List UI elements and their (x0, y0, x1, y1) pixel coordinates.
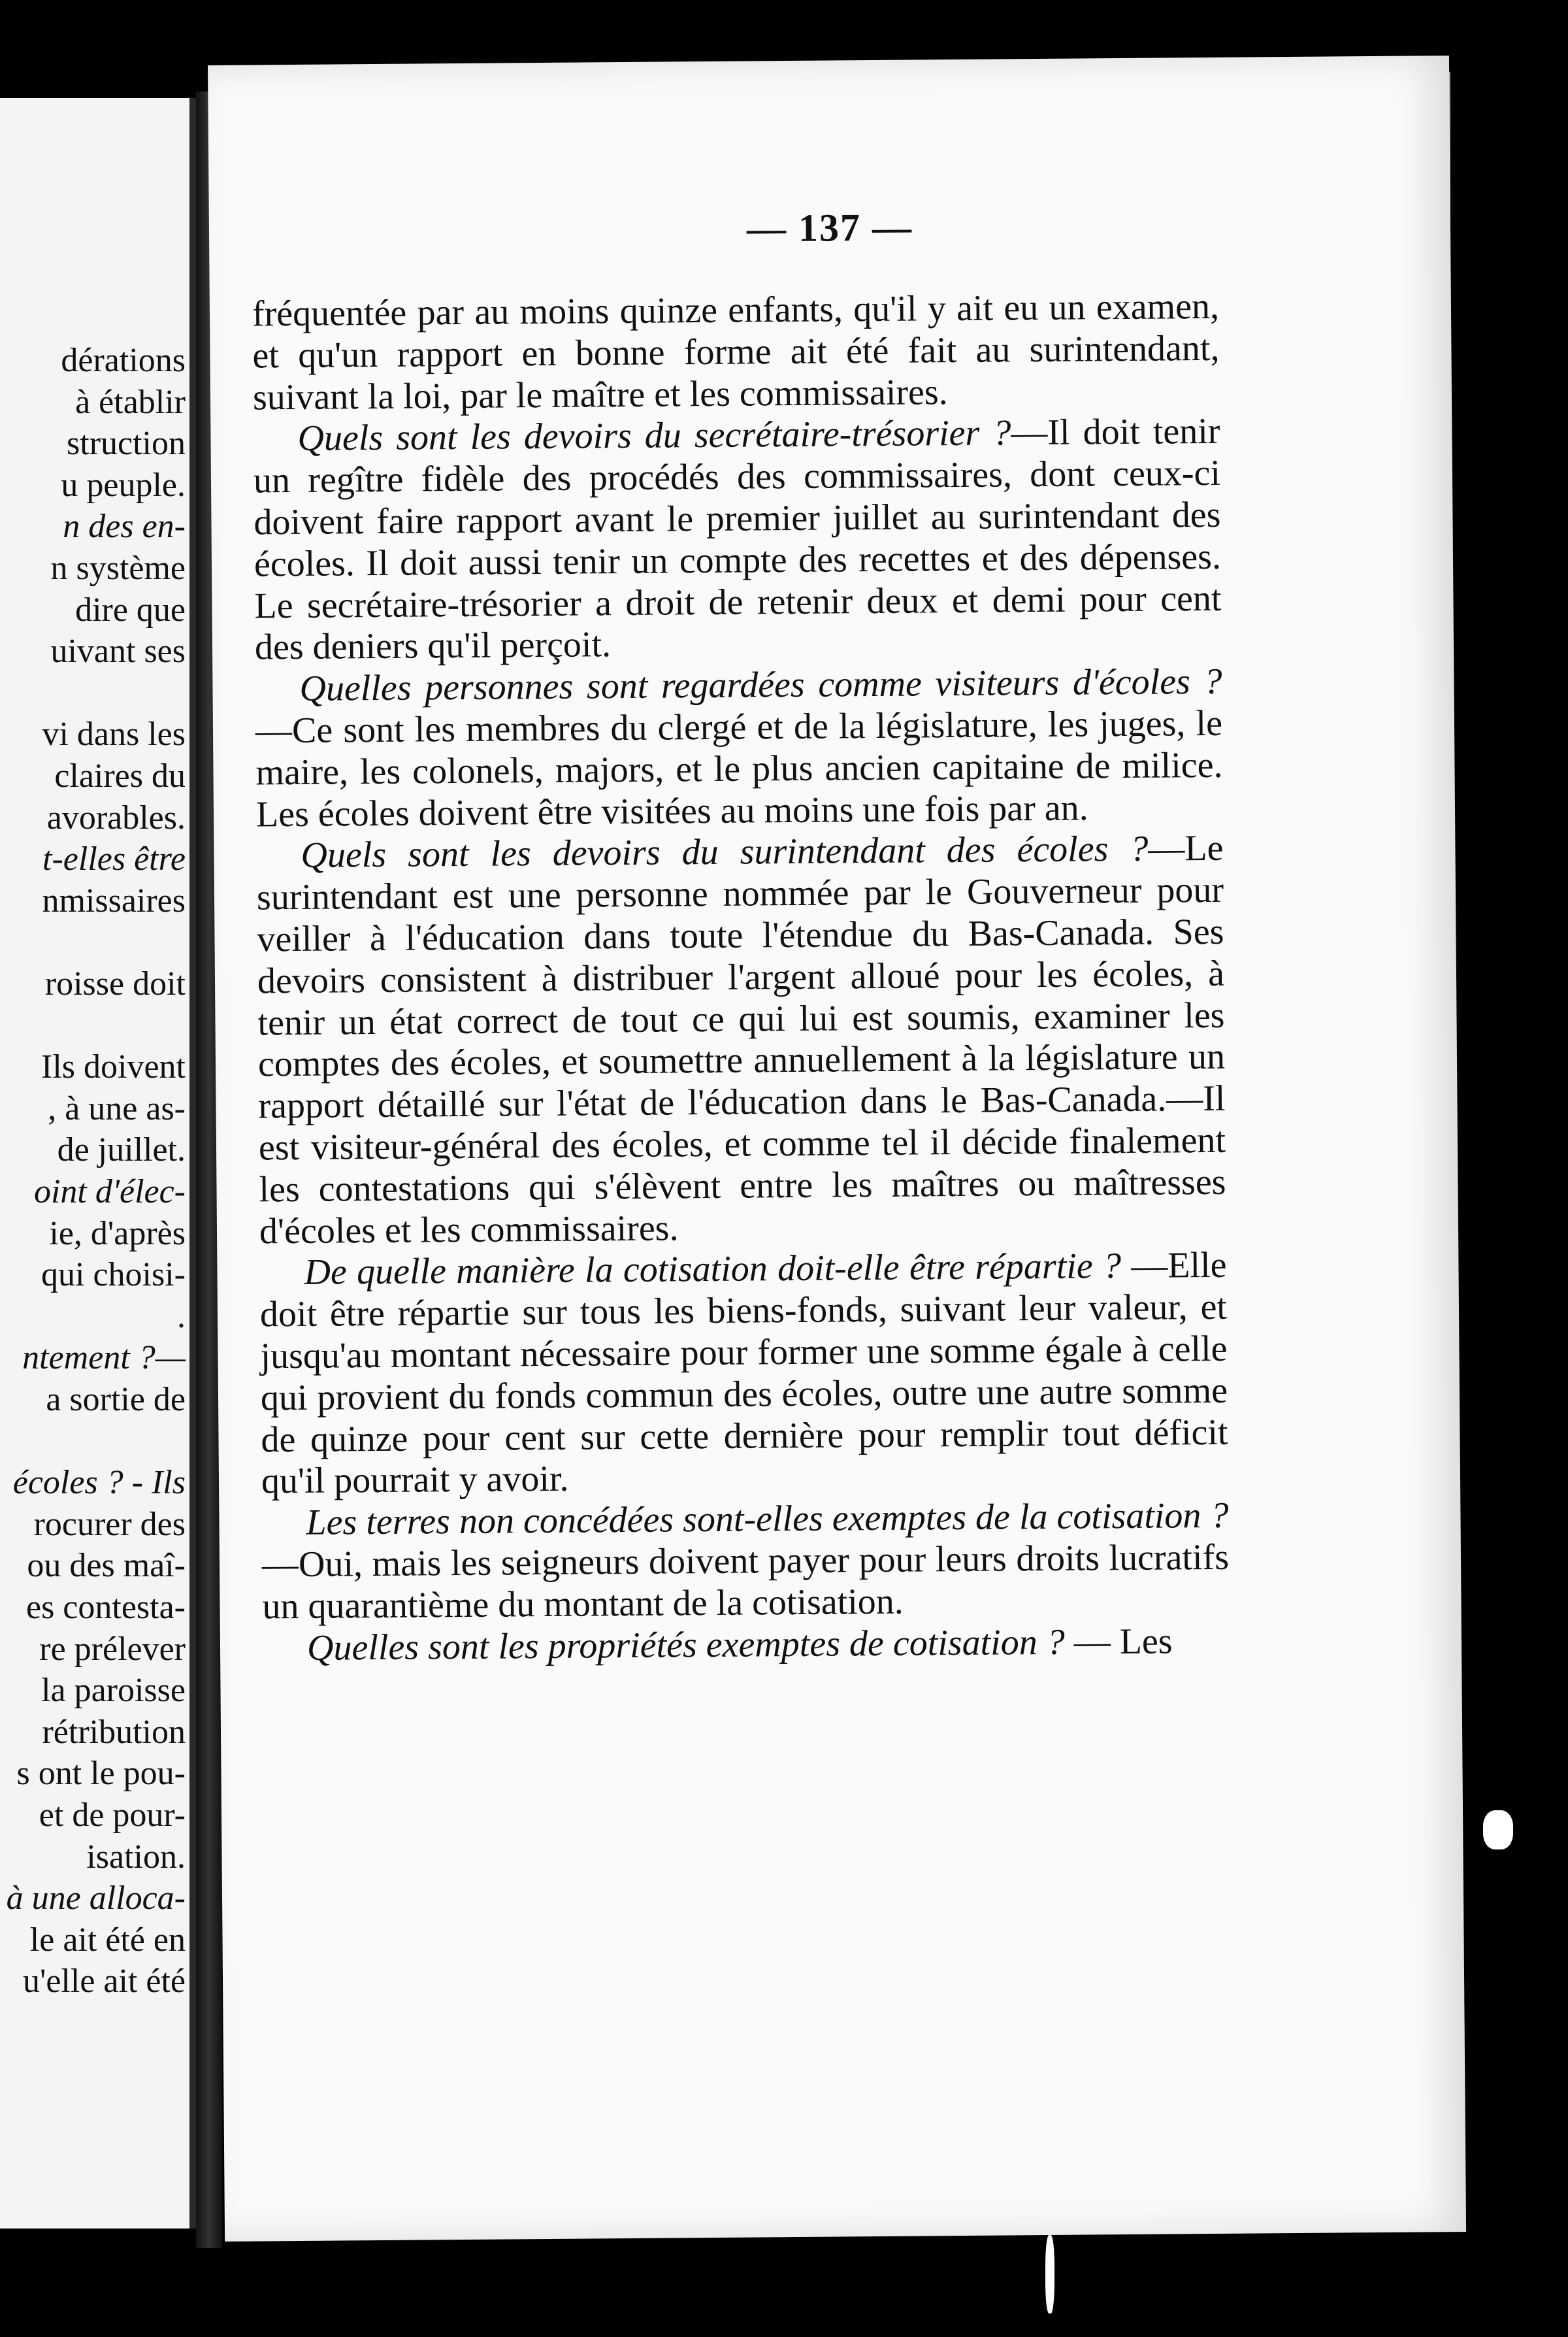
facing-page-line: nmissaires (42, 882, 186, 920)
facing-page-line: u'elle ait été (22, 1963, 186, 2000)
facing-page-line: isation. (86, 1838, 186, 1876)
facing-page-line: de juillet. (57, 1131, 186, 1169)
facing-page-line: à une alloca- (6, 1880, 186, 1917)
page-number: — 137 — (746, 205, 913, 250)
facing-page-line: t-elles être (42, 840, 186, 878)
paragraph (259, 1245, 1228, 1502)
facing-page-line: n système (50, 550, 186, 587)
paragraph (261, 1495, 1229, 1628)
facing-page-line: dérations (61, 342, 186, 379)
page-body (252, 286, 1230, 1670)
paragraph (252, 286, 1220, 419)
answer-text: —Le surintendant est une personne nommée par le Gouverneur pour veiller à l'éducation dans toute l'étendue du Bas-Canada. Ses devoirs consistent à distribuer l'argent alloué pour les écoles, à tenir un état correct de tout ce qui lui est soumis, examiner les comptes des écoles, et soumettre annuellement à la législature un rapport détaillé sur l'état de l'éducation dans le Bas-Canada.—Il est visiteur-général des écoles, et comme tel il décide finalement les contestations qui s'élèvent entre les maîtres ou maîtresses d'écoles et les commissaires. (256, 828, 1226, 1251)
facing-page-line: . (177, 1297, 186, 1335)
paper-speck (1483, 1810, 1513, 1849)
answer-text: fréquentée par au moins quinze enfants, qu'il y ait eu un examen, et qu'un rapport en bonne forme ait été fait au surintendant, suivant la loi, par le maître et les commissaires. (252, 286, 1220, 418)
facing-page-line: u peuple. (61, 466, 186, 504)
facing-page-line: ie, d'après (49, 1214, 186, 1252)
facing-page-line: n des en- (63, 508, 186, 546)
facing-page-fragment (0, 98, 196, 2229)
question-text: Quels sont les devoirs du secrétaire-trésorier ? (297, 412, 1011, 459)
facing-page-line: Ils doivent (41, 1048, 186, 1086)
facing-page-line: , à une as- (48, 1089, 186, 1127)
paragraph (255, 661, 1223, 836)
question-text: Les terres non concédées sont-elles exemptes de la cotisation ? (306, 1495, 1229, 1543)
answer-text: —Il doit tenir un regître fidèle des procédés des commissaires, dont ceux-ci doivent faire rapport avant le premier juillet au surintendant des écoles. Il doit aussi tenir un compte des recettes et des dépenses. Le secrétaire-trésorier a droit de retenir deux et demi pour cent des deniers qu'il perçoit. (253, 411, 1222, 668)
facing-page-line: claires du (54, 757, 186, 795)
facing-page-line: rétribution (42, 1713, 186, 1751)
paragraph (253, 411, 1222, 669)
facing-page-line: oint d'élec- (33, 1173, 186, 1210)
paragraph (256, 828, 1226, 1253)
facing-page-line: rocurer des (33, 1505, 186, 1543)
book-page (208, 56, 1466, 2242)
question-text: Quels sont les devoirs du surintendant des écoles ? (301, 829, 1149, 876)
facing-page-line: ntement ?— (22, 1339, 186, 1377)
facing-page-line: la paroisse (41, 1672, 186, 1710)
facing-page-line: struction (67, 425, 186, 463)
facing-page-line: roisse doit (44, 965, 186, 1003)
question-text: Quelles sont les propriétés exemptes de cotisation ? (306, 1621, 1065, 1668)
facing-page-line: vi dans les (42, 716, 186, 754)
facing-page-line: uivant ses (50, 633, 186, 671)
facing-page-line: avorables. (46, 799, 186, 837)
paper-speck (1045, 2235, 1054, 2313)
facing-page-line: a sortie de (46, 1381, 186, 1418)
facing-page-line: écoles ? - Ils (12, 1464, 186, 1502)
paragraph (263, 1620, 1230, 1669)
facing-page-line: à établir (75, 383, 186, 421)
facing-page-line: qui choisi- (41, 1256, 186, 1294)
facing-page-line: et de pour- (39, 1797, 186, 1834)
facing-page-line: re prélever (39, 1630, 186, 1668)
answer-text: —Elle doit être répartie sur tous les biens-fonds, suivant leur valeur, et jusqu'au montant nécessaire pour former une somme égale à celle qui provient du fonds commun des écoles, outre une autre somme de quinze pour cent sur cette dernière pour remplir tout déficit qu'il pourrait y avoir. (259, 1245, 1228, 1502)
facing-page-line: es contesta- (25, 1589, 186, 1626)
answer-text: —Ce sont les membres du clergé et de la législature, les juges, le maire, les colonels, majors, et le plus ancien capitaine de milice. Les écoles doivent être visitées au moins une fois par an. (255, 703, 1223, 835)
question-text: Quelles personnes sont regardées comme visiteurs d'écoles ? (299, 661, 1222, 710)
answer-text: —Oui, mais les seigneurs doivent payer pour leurs droits lucratifs un quarantième du montant de la cotisation. (261, 1536, 1230, 1627)
facing-page-line: dire que (75, 591, 186, 629)
facing-page-line: s ont le pou- (16, 1755, 186, 1793)
facing-page-line: ou des maî- (27, 1547, 186, 1585)
question-text: De quelle manière la cotisation doit-elle être répartie ? (304, 1246, 1122, 1293)
answer-text: — Les (1064, 1620, 1173, 1663)
facing-page-line: le ait été en (29, 1921, 186, 1959)
